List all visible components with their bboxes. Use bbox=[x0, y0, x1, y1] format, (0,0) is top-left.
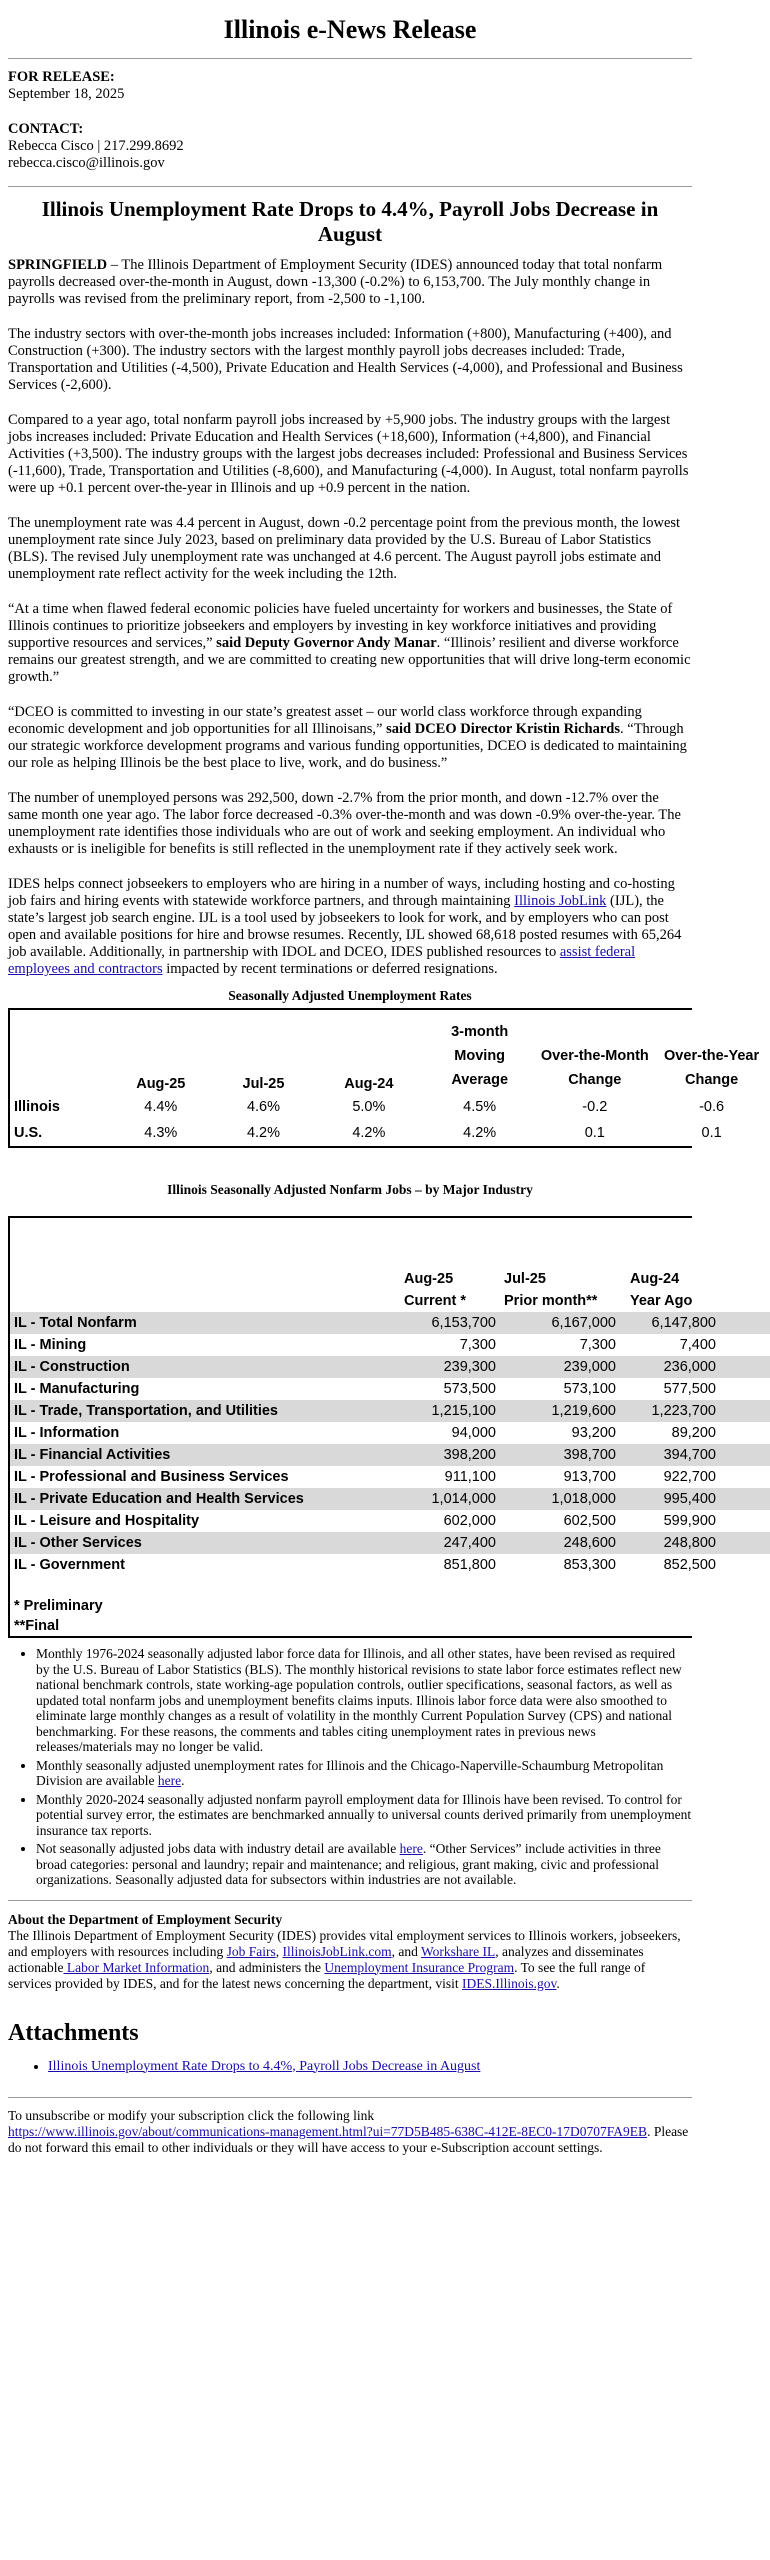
row-label: IL - Manufacturing bbox=[14, 1381, 140, 1397]
cell: 5.0% bbox=[352, 1099, 386, 1115]
cell: 89,200 bbox=[671, 1425, 716, 1441]
table-row bbox=[10, 1444, 770, 1466]
divider bbox=[8, 58, 692, 59]
table-row bbox=[10, 1554, 770, 1576]
note-text: Monthly seasonally adjusted unemployment rates for Illinois and the Chicago-Naperville-Schaumburg Metropolitan Division are available bbox=[36, 1757, 664, 1788]
paragraph-7: The number of unemployed persons was 292,500, down -2.7% from the prior month, and down -12.7% over the same month one year ago. The labor force decreased -0.3% over-the-month and was down -0.9% over-the-year. The unemployment rate identifies those individuals who are out of work and seeking employment. An individual who exhausts or is ineligible for benefits is still reflected in the unemployment rate if they actively seek work. bbox=[8, 790, 681, 857]
row-label: IL - Trade, Transportation, and Utilities bbox=[14, 1403, 278, 1419]
table-row bbox=[10, 1532, 770, 1554]
footer-text-part: . Please do not forward this email to other individuals or they will have access to your e-Subscription account settings. bbox=[8, 2123, 689, 2155]
cell: 4.2% bbox=[246, 1125, 281, 1141]
row-label: IL - Financial Activities bbox=[14, 1447, 171, 1463]
ides-website-link[interactable]: IDES.Illinois.gov bbox=[462, 1975, 557, 1991]
cell: 602,000 bbox=[443, 1513, 496, 1529]
jobs-table-caption: Illinois Seasonally Adjusted Nonfarm Jobs – by Major Industry bbox=[167, 1182, 533, 1197]
table-row bbox=[10, 1094, 770, 1120]
about-text-part: , bbox=[275, 1943, 283, 1959]
attachments-heading: Attachments bbox=[8, 2019, 139, 2046]
footer-text-part: To unsubscribe or modify your subscription click the following link bbox=[8, 2107, 375, 2123]
column-header: Aug-25 bbox=[404, 1271, 454, 1287]
row-label: IL - Professional and Business Services bbox=[14, 1469, 289, 1485]
cell: -0.2 bbox=[582, 1099, 608, 1115]
cell: 4.5% bbox=[463, 1099, 497, 1115]
unemployment-table-caption: Seasonally Adjusted Unemployment Rates bbox=[228, 988, 472, 1003]
page-title: Illinois e-News Release bbox=[223, 15, 477, 44]
cell: 7,300 bbox=[459, 1337, 496, 1353]
cell: 239,300 bbox=[443, 1359, 496, 1375]
cell: 1,014,000 bbox=[431, 1491, 496, 1507]
cell: 851,800 bbox=[443, 1557, 496, 1573]
cell: 6,167,000 bbox=[551, 1315, 616, 1331]
column-header bbox=[10, 1010, 109, 1094]
note-text: . “Other Services” include activities in three broad categories: personal and laundry; repair and maintenance; and religious, grant making, civic and professional organizations. Seasonally adjusted data for subsectors within industries are not available. bbox=[36, 1841, 661, 1887]
about-text-part: . bbox=[556, 1975, 560, 1991]
table-row bbox=[10, 1120, 770, 1146]
cell: 853,300 bbox=[563, 1557, 616, 1573]
cell: 602,500 bbox=[563, 1513, 616, 1529]
attachment-link[interactable]: Illinois Unemployment Rate Drops to 4.4%, Payroll Jobs Decrease in August bbox=[48, 2058, 481, 2074]
illinoisjoblink-link[interactable]: IllinoisJobLink.com bbox=[282, 1943, 392, 1959]
row-label: U.S. bbox=[14, 1125, 43, 1141]
cell: 577,500 bbox=[663, 1381, 716, 1397]
column-header: Aug-24 bbox=[344, 1076, 394, 1092]
table-row bbox=[10, 1356, 770, 1378]
row-label: IL - Total Nonfarm bbox=[14, 1315, 137, 1331]
jobs-table bbox=[8, 1216, 716, 1638]
column-header: Current * bbox=[404, 1293, 467, 1309]
row-label: IL - Information bbox=[14, 1425, 120, 1441]
about-title: About the Department of Employment Security bbox=[8, 1911, 283, 1927]
unemployment-table bbox=[8, 1008, 760, 1148]
table-row bbox=[10, 1334, 770, 1356]
cell: 995,400 bbox=[663, 1491, 716, 1507]
cell: 573,100 bbox=[563, 1381, 616, 1397]
note-item: • Monthly 1976-2024 seasonally adjusted labor force data for Illinois, and all other states, have been revised as required by the U.S. Bureau of Labor Statistics (BLS). The monthly historical revisions to state labor force estimates reflect new national benchmark controls, state working-age population controls, outlier specifications, seasonal factors, as well as updated total nonfarm jobs and unemployment benefits claims inputs. Illinois labor force data were also smoothed to eliminate large monthly changes as a result of volatility in the monthly Current Population Survey (CPS) and national benchmarking. For these reasons, the comments and tables citing unemployment rates in previous news releases/materials may no longer be valid. bbox=[36, 1646, 692, 1755]
cell: 4.3% bbox=[144, 1125, 178, 1141]
divider bbox=[8, 1900, 692, 1901]
cell: 1,215,100 bbox=[431, 1403, 496, 1419]
column-header: Jul-25 bbox=[242, 1076, 285, 1092]
footer-text bbox=[8, 2108, 692, 2156]
cell: 93,200 bbox=[571, 1425, 616, 1441]
paragraph-8-text: impacted by recent terminations or deferred resignations. bbox=[162, 961, 498, 977]
table-row bbox=[10, 1422, 770, 1444]
quote-text: “DCEO is committed to investing in our state’s greatest asset – our world class workforce through expanding economic development and job opportunities for all Illinoisans,” bbox=[8, 704, 642, 737]
quote-manar bbox=[8, 601, 692, 686]
row-label: IL - Mining bbox=[14, 1337, 87, 1353]
cell: 599,900 bbox=[663, 1513, 716, 1529]
unemployment-rates-here-link[interactable]: here bbox=[157, 1773, 182, 1788]
cell: 0.1 bbox=[584, 1125, 605, 1141]
table-row bbox=[10, 1312, 770, 1334]
row-label: Illinois bbox=[14, 1099, 60, 1115]
row-label: IL - Leisure and Hospitality bbox=[14, 1513, 200, 1529]
cell: 239,000 bbox=[563, 1359, 616, 1375]
row-label: IL - Other Services bbox=[14, 1535, 142, 1551]
headline: Illinois Unemployment Rate Drops to 4.4%, Payroll Jobs Decrease in August bbox=[41, 197, 659, 246]
cell: 1,018,000 bbox=[551, 1491, 616, 1507]
unemployment-insurance-link[interactable]: Unemployment Insurance Program bbox=[324, 1959, 515, 1975]
jobs-data-here-link[interactable]: here bbox=[399, 1841, 423, 1856]
note-item bbox=[36, 1758, 692, 1789]
column-header: Prior month** bbox=[504, 1293, 598, 1309]
cell: 94,000 bbox=[451, 1425, 496, 1441]
workshare-link[interactable]: Workshare IL bbox=[420, 1943, 496, 1959]
dateline: SPRINGFIELD bbox=[8, 257, 108, 273]
column-header: Jul-25 bbox=[504, 1271, 546, 1287]
paragraph-8-text: IDES helps connect jobseekers to employers who are hiring in a number of ways, including hosting and co-hosting job fairs and hiring events with statewide workforce partners, and through maintaining bbox=[8, 876, 675, 909]
table-row bbox=[10, 1488, 770, 1510]
divider bbox=[8, 186, 692, 187]
quote-attribution: said Deputy Governor Andy Manar bbox=[212, 635, 437, 651]
cell: -0.6 bbox=[699, 1099, 725, 1115]
table-header-row bbox=[10, 1290, 770, 1312]
release-date: September 18, 2025 bbox=[8, 86, 125, 102]
release-label: FOR RELEASE: bbox=[8, 69, 115, 85]
cell: 852,500 bbox=[663, 1557, 716, 1573]
column-header: Year Ago bbox=[630, 1293, 693, 1309]
cell: 911,100 bbox=[444, 1469, 496, 1485]
email-body bbox=[8, 0, 760, 2156]
row-label: IL - Government bbox=[14, 1557, 125, 1573]
cell: 247,400 bbox=[443, 1535, 496, 1551]
footnote-preliminary: * Preliminary bbox=[14, 1598, 103, 1614]
notes-list bbox=[8, 1646, 692, 1888]
about-text-part: , and administers the bbox=[209, 1959, 325, 1975]
note-item bbox=[36, 1841, 692, 1888]
paragraph-8-text: (IJL), the state’s largest job search engine. IJL is a tool used by jobseekers to look for work, and by employers who can post open and available positions for hire and browse resumes. Recently, IJL showed 68,618 posted resumes with 65,264 job available. Additionally, in partnership with IDOL and DCEO, IDES published resources to bbox=[8, 893, 682, 960]
cell: 7,400 bbox=[679, 1337, 716, 1353]
row-label: IL - Construction bbox=[14, 1359, 130, 1375]
table-row bbox=[10, 1510, 770, 1532]
note-text: . bbox=[181, 1773, 185, 1788]
quote-attribution: said DCEO Director Kristin Richards bbox=[382, 721, 621, 737]
contact-label: CONTACT: bbox=[8, 121, 84, 137]
paragraph-3: Compared to a year ago, total nonfarm payroll jobs increased by +5,900 jobs. The industry groups with the largest jobs increases included: Private Education and Health Services (+18,600), Information (+4,800), and Financial Activities (+3,500). The industry groups with the largest jobs decreases included: Professional and Business Services (-11,600), Trade, Transportation and Utilities (-8,600), and Manufacturing (-4,000). In August, total nonfarm payrolls were up +0.1 percent over-the-year in Illinois and up +0.9 percent in the nation. bbox=[8, 412, 689, 496]
row-label: IL - Private Education and Health Services bbox=[14, 1491, 304, 1507]
cell: 398,700 bbox=[563, 1447, 616, 1463]
cell: 394,700 bbox=[663, 1447, 716, 1463]
cell: 4.6% bbox=[246, 1099, 281, 1115]
column-header: Aug-25 bbox=[136, 1076, 186, 1092]
paragraph-1-text: – The Illinois Department of Employment Security (IDES) announced today that total nonfarm payrolls decreased over-the-month in August, down -13,300 (-0.2%) to 6,153,700. The July monthly change in payrolls was revised from the preliminary report, from -2,500 to -1,100. bbox=[8, 257, 663, 307]
cell: 913,700 bbox=[563, 1469, 616, 1485]
column-header: Aug-24 bbox=[630, 1271, 680, 1287]
table-header-row bbox=[10, 1010, 770, 1094]
cell: 4.4% bbox=[144, 1099, 178, 1115]
quote-text: . “Through our strategic workforce development programs and various funding opportunities, DCEO is dedicated to maintaining our role as helping Illinois be the best place to live, work, and do business.” bbox=[8, 721, 687, 771]
cell: 7,300 bbox=[579, 1337, 616, 1353]
about-text-part: , analyzes and disseminates actionable bbox=[8, 1943, 644, 1975]
paragraph-2: The industry sectors with over-the-month jobs increases included: Information (+800), Manufacturing (+400), and Construction (+300). The industry sectors with the largest monthly payroll jobs decreases included: Trade, Transportation and Utilities (-4,500), Private Education and Health Services (-4,000), and Professional and Business Services (-2,600). bbox=[8, 326, 683, 393]
table-header-row bbox=[10, 1268, 770, 1290]
cell: 1,223,700 bbox=[651, 1403, 716, 1419]
footnote-final: **Final bbox=[14, 1618, 60, 1634]
federal-employees-link[interactable]: assist federal employees and contractors bbox=[8, 944, 636, 977]
note-text: Not seasonally adjusted jobs data with industry detail are available bbox=[36, 1841, 400, 1856]
about-text-part: . To see the full range of services provided by IDES, and for the latest news concerning the department, visit bbox=[8, 1959, 646, 1991]
cell: 236,000 bbox=[663, 1359, 716, 1375]
cell: 248,800 bbox=[663, 1535, 716, 1551]
table-row bbox=[10, 1466, 770, 1488]
table-row bbox=[10, 1378, 770, 1400]
cell: 248,600 bbox=[563, 1535, 616, 1551]
cell: 4.2% bbox=[352, 1125, 386, 1141]
job-fairs-link[interactable]: Job Fairs bbox=[226, 1943, 276, 1959]
cell: 6,147,800 bbox=[651, 1315, 716, 1331]
table-row bbox=[10, 1400, 770, 1422]
cell: 0.1 bbox=[701, 1125, 722, 1141]
cell: 398,200 bbox=[443, 1447, 496, 1463]
about-text-part: The Illinois Department of Employment Security (IDES) provides vital employment services to Illinois workers, jobseekers, and employers with resources including bbox=[8, 1927, 681, 1959]
column-header: Over-the-Year Change bbox=[664, 1048, 760, 1088]
column-header: 3-month Moving Average bbox=[451, 1024, 509, 1088]
about-text bbox=[8, 1928, 692, 1992]
paragraph-1 bbox=[8, 257, 692, 308]
cell: 922,700 bbox=[663, 1469, 716, 1485]
cell: 4.2% bbox=[463, 1125, 497, 1141]
cell: 1,219,600 bbox=[551, 1403, 616, 1419]
cell: 6,153,700 bbox=[431, 1315, 496, 1331]
labor-market-info-link[interactable]: Labor Market Information bbox=[63, 1959, 210, 1975]
paragraph-4: The unemployment rate was 4.4 percent in August, down -0.2 percentage point from the previous month, the lowest unemployment rate since July 2023, based on preliminary data provided by the U.S. Bureau of Labor Statistics (BLS). The revised July unemployment rate was unchanged at 4.6 percent. The August payroll jobs estimate and unemployment rate reflect activity for the week including the 12th. bbox=[8, 515, 681, 582]
quote-text: . “Illinois’ resilient and diverse workforce remains our greatest strength, and we are committed to creating new opportunities that will drive long-term economic growth.” bbox=[8, 635, 691, 685]
paragraph-8 bbox=[8, 876, 692, 978]
contact-name-phone: Rebecca Cisco | 217.299.8692 bbox=[8, 138, 184, 154]
divider bbox=[8, 2097, 692, 2098]
quote-richards bbox=[8, 704, 692, 772]
quote-text: “At a time when flawed federal economic policies have fueled uncertainty for workers and businesses, the State of Illinois continues to prioritize jobseekers and employers by investing in key workforce initiatives and providing supportive resources and services,” bbox=[8, 601, 673, 651]
unsubscribe-link[interactable]: https://www.illinois.gov/about/communications-management.html?ui=77D5B485-638C-412E-8EC0-17D0707FA9EB bbox=[8, 2123, 648, 2139]
note-item: • Monthly 2020-2024 seasonally adjusted nonfarm payroll employment data for Illinois have been revised. To control for potential survey error, the estimates are benchmarked annually to universal counts derived primarily from unemployment insurance tax reports. bbox=[36, 1792, 692, 1839]
contact-email: rebecca.cisco@illinois.gov bbox=[8, 155, 165, 171]
column-header: Over-the-Month Change bbox=[540, 1048, 649, 1088]
attachments-list bbox=[8, 2059, 692, 2075]
attachment-item bbox=[48, 2059, 692, 2075]
about-text-part: , and bbox=[391, 1943, 421, 1959]
cell: 573,500 bbox=[443, 1381, 496, 1397]
illinois-joblink-link[interactable]: Illinois JobLink bbox=[514, 893, 607, 909]
